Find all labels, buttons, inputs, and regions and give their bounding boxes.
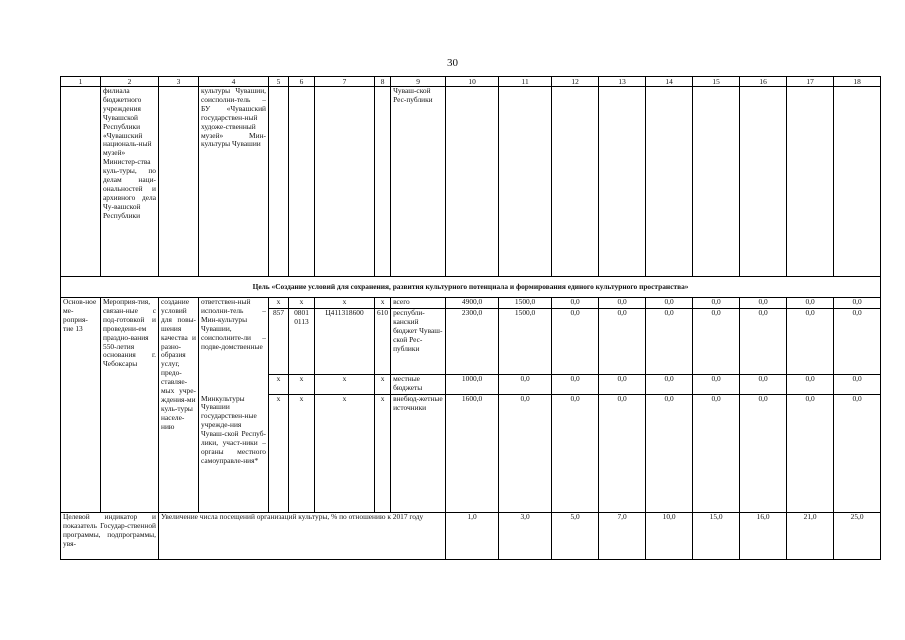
value-cell: 0,0 bbox=[787, 395, 834, 513]
header-cell: 7 bbox=[315, 77, 375, 87]
value-cell: 0,0 bbox=[787, 375, 834, 395]
value-cell: 0,0 bbox=[834, 375, 881, 395]
executor-cell: филиала бюджетного учреждения Чувашской Республики «Чувашский националь-ный музей» Министер-ства куль-туры, по делам наци-ональностей и архивного дела Чу-вашской Республики bbox=[101, 87, 159, 277]
csr-cell: x bbox=[315, 395, 375, 513]
value-cell: 0,0 bbox=[693, 395, 740, 513]
event-goal-cell: создание условий для повы-шения качества и разно-образия услуг, предо-ставляе-мых учре-ждения-ми куль-туры населе-нию bbox=[159, 298, 199, 513]
value-cell: 0,0 bbox=[599, 375, 646, 395]
indicator-value: 1,0 bbox=[446, 513, 499, 560]
header-cell: 13 bbox=[599, 77, 646, 87]
indicator-value: 25,0 bbox=[834, 513, 881, 560]
value-cell: 0,0 bbox=[599, 309, 646, 375]
value-cell: 0,0 bbox=[552, 309, 599, 375]
indicator-value: 5,0 bbox=[552, 513, 599, 560]
source-cell: местные бюджеты bbox=[391, 375, 446, 395]
section-cell: x bbox=[289, 395, 315, 513]
value-cell: 0,0 bbox=[740, 395, 787, 513]
indicator-text: Увеличение числа посещений организаций культуры, % по отношению к 2017 году bbox=[159, 513, 446, 560]
value-cell: 0,0 bbox=[599, 395, 646, 513]
vr-cell: 610 bbox=[375, 309, 391, 375]
value-cell: 0,0 bbox=[552, 298, 599, 309]
section-cell: x bbox=[289, 298, 315, 309]
value-cell: 1000,0 bbox=[446, 375, 499, 395]
value-cell: 0,0 bbox=[646, 375, 693, 395]
value-cell: 4900,0 bbox=[446, 298, 499, 309]
value-cell: 0,0 bbox=[646, 395, 693, 513]
grbs-cell: x bbox=[269, 375, 289, 395]
value-cell: 0,0 bbox=[740, 309, 787, 375]
value-cell: 1500,0 bbox=[499, 309, 552, 375]
indicator-value: 21,0 bbox=[787, 513, 834, 560]
coexecutor-cell: культуры Чувашии, соисполни-тель – БУ «Чувашский государствен-ный художе-ственный музей» Мин-культуры Чувашии bbox=[199, 87, 269, 277]
header-cell: 3 bbox=[159, 77, 199, 87]
header-cell: 9 bbox=[391, 77, 446, 87]
header-cell: 4 bbox=[199, 77, 269, 87]
header-cell: 2 bbox=[101, 77, 159, 87]
csr-cell: Ц411318600 bbox=[315, 309, 375, 375]
goal-row bbox=[61, 277, 881, 298]
header-cell: 15 bbox=[693, 77, 740, 87]
value-cell: 0,0 bbox=[552, 375, 599, 395]
header-cell: 1 bbox=[61, 77, 101, 87]
vr-cell: x bbox=[375, 395, 391, 513]
institutions-cell: Минкультуры Чувашии государствен-ные учрежде-ния Чуваш-ской Респуб-лики, участ-ники – органы местного самоуправле-ния* bbox=[199, 395, 269, 513]
indicator-value: 10,0 bbox=[646, 513, 693, 560]
header-cell: 18 bbox=[834, 77, 881, 87]
value-cell: 1600,0 bbox=[446, 395, 499, 513]
value-cell: 2300,0 bbox=[446, 309, 499, 375]
source-cell: всего bbox=[391, 298, 446, 309]
section-cell: x bbox=[289, 375, 315, 395]
value-cell: 0,0 bbox=[693, 375, 740, 395]
grbs-cell: 857 bbox=[269, 309, 289, 375]
value-cell: 1500,0 bbox=[499, 298, 552, 309]
csr-cell: x bbox=[315, 375, 375, 395]
header-cell: 12 bbox=[552, 77, 599, 87]
vr-cell: x bbox=[375, 298, 391, 309]
vr-cell: x bbox=[375, 375, 391, 395]
indicator-value: 15,0 bbox=[693, 513, 740, 560]
responsible-cell: ответствен-ный исполни-тель – Мин-культуры Чувашии, соисполните-ли – подве-домственные bbox=[199, 298, 269, 395]
value-cell: 0,0 bbox=[646, 309, 693, 375]
grbs-cell: x bbox=[269, 298, 289, 309]
header-cell: 16 bbox=[740, 77, 787, 87]
value-cell: 0,0 bbox=[740, 375, 787, 395]
value-cell: 0,0 bbox=[740, 298, 787, 309]
value-cell: 0,0 bbox=[499, 375, 552, 395]
page-number: 30 bbox=[447, 57, 458, 69]
value-cell: 0,0 bbox=[693, 309, 740, 375]
funding-source-cell: Чуваш-ской Рес-публики bbox=[391, 87, 446, 277]
value-cell: 0,0 bbox=[646, 298, 693, 309]
value-cell: 0,0 bbox=[834, 395, 881, 513]
value-cell: 0,0 bbox=[787, 298, 834, 309]
goal-text: Цель «Создание условий для сохранения, развития культурного потенциала и формирования единого культурного пространства» bbox=[61, 277, 881, 298]
indicator-value: 3,0 bbox=[499, 513, 552, 560]
header-cell: 5 bbox=[269, 77, 289, 87]
indicator-row bbox=[61, 513, 881, 560]
value-cell: 0,0 bbox=[552, 395, 599, 513]
value-cell: 0,0 bbox=[693, 298, 740, 309]
value-cell: 0,0 bbox=[787, 309, 834, 375]
header-cell: 14 bbox=[646, 77, 693, 87]
value-cell: 0,0 bbox=[834, 309, 881, 375]
header-cell: 10 bbox=[446, 77, 499, 87]
table-row bbox=[61, 298, 881, 309]
source-cell: республи-канский бюджет Чуваш-ской Рес-публики bbox=[391, 309, 446, 375]
event-name-cell: Мероприя-тия, связан-ные с под-готовкой и проведени-ем праздно-вания 550-летия основания г. Чебоксары bbox=[101, 298, 159, 513]
source-cell: внебюд-жетные источники bbox=[391, 395, 446, 513]
header-row bbox=[61, 77, 881, 87]
indicator-value: 7,0 bbox=[599, 513, 646, 560]
header-cell: 8 bbox=[375, 77, 391, 87]
grbs-cell: x bbox=[269, 395, 289, 513]
indicator-value: 16,0 bbox=[740, 513, 787, 560]
value-cell: 0,0 bbox=[599, 298, 646, 309]
header-cell: 6 bbox=[289, 77, 315, 87]
event-id-cell: Основ-ное ме-роприя-тие 13 bbox=[61, 298, 101, 513]
csr-cell: x bbox=[315, 298, 375, 309]
header-cell: 17 bbox=[787, 77, 834, 87]
indicator-label: Целевой индикатор и показатель Государ-ственной программы, подпрограммы, увя- bbox=[61, 513, 159, 560]
table-row bbox=[61, 87, 881, 277]
value-cell: 0,0 bbox=[834, 298, 881, 309]
header-cell: 11 bbox=[499, 77, 552, 87]
program-table bbox=[60, 76, 881, 560]
value-cell: 0,0 bbox=[499, 395, 552, 513]
section-cell: 0801 0113 bbox=[289, 309, 315, 375]
